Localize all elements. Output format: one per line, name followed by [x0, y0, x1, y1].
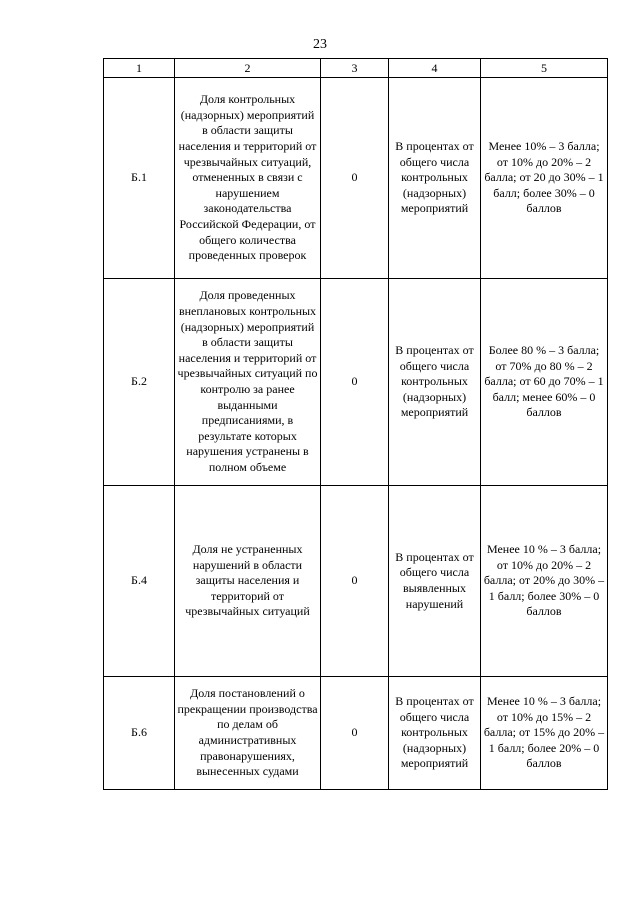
- indicator-cell: Доля не устраненных нарушений в области защиты населения и территорий от чрезвычайных ситуаций: [175, 486, 321, 677]
- row-code: Б.1: [104, 78, 175, 279]
- value-cell: 0: [321, 677, 389, 790]
- unit-cell: В процентах от общего числа контрольных (надзорных) мероприятий: [389, 78, 481, 279]
- table-row: [104, 486, 608, 677]
- table-row: [104, 78, 608, 279]
- scoring-cell: Более 80 % – 3 балла; от 70% до 80 % – 2 балла; от 60 до 70% – 1 балл; менее 60% – 0 баллов: [481, 279, 608, 486]
- indicator-cell: Доля проведенных внеплановых контрольных (надзорных) мероприятий в области защиты населения и территорий от чрезвычайных ситуаций по контролю за ранее выданными предписаниями, в результате которых нарушения устранены в полном объеме: [175, 279, 321, 486]
- value-cell: 0: [321, 279, 389, 486]
- indicator-cell: Доля постановлений о прекращении производства по делам об административных правонарушениях, вынесенных судами: [175, 677, 321, 790]
- table-row: [104, 677, 608, 790]
- column-header: 5: [481, 59, 608, 78]
- column-header: 4: [389, 59, 481, 78]
- value-cell: 0: [321, 78, 389, 279]
- row-code: Б.6: [104, 677, 175, 790]
- unit-cell: В процентах от общего числа контрольных (надзорных) мероприятий: [389, 677, 481, 790]
- column-header: 2: [175, 59, 321, 78]
- row-code: Б.2: [104, 279, 175, 486]
- column-header: 1: [104, 59, 175, 78]
- scoring-cell: Менее 10 % – 3 балла; от 10% до 20% – 2 балла; от 20% до 30% – 1 балл; более 30% – 0 баллов: [481, 486, 608, 677]
- scoring-cell: Менее 10 % – 3 балла; от 10% до 15% – 2 балла; от 15% до 20% – 1 балл; более 20% – 0 баллов: [481, 677, 608, 790]
- scoring-cell: Менее 10% – 3 балла; от 10% до 20% – 2 балла; от 20 до 30% – 1 балл; более 30% – 0 баллов: [481, 78, 608, 279]
- table-row: [104, 279, 608, 486]
- criteria-table: [103, 58, 608, 790]
- table-header-row: [104, 59, 608, 78]
- row-code: Б.4: [104, 486, 175, 677]
- unit-cell: В процентах от общего числа контрольных (надзорных) мероприятий: [389, 279, 481, 486]
- page-number: 23: [313, 37, 327, 52]
- indicator-cell: Доля контрольных (надзорных) мероприятий в области защиты населения и территорий от чрезвычайных ситуаций, отмененных в связи с нарушением законодательства Российской Федерации, от общего количества проведенных проверок: [175, 78, 321, 279]
- unit-cell: В процентах от общего числа выявленных нарушений: [389, 486, 481, 677]
- value-cell: 0: [321, 486, 389, 677]
- column-header: 3: [321, 59, 389, 78]
